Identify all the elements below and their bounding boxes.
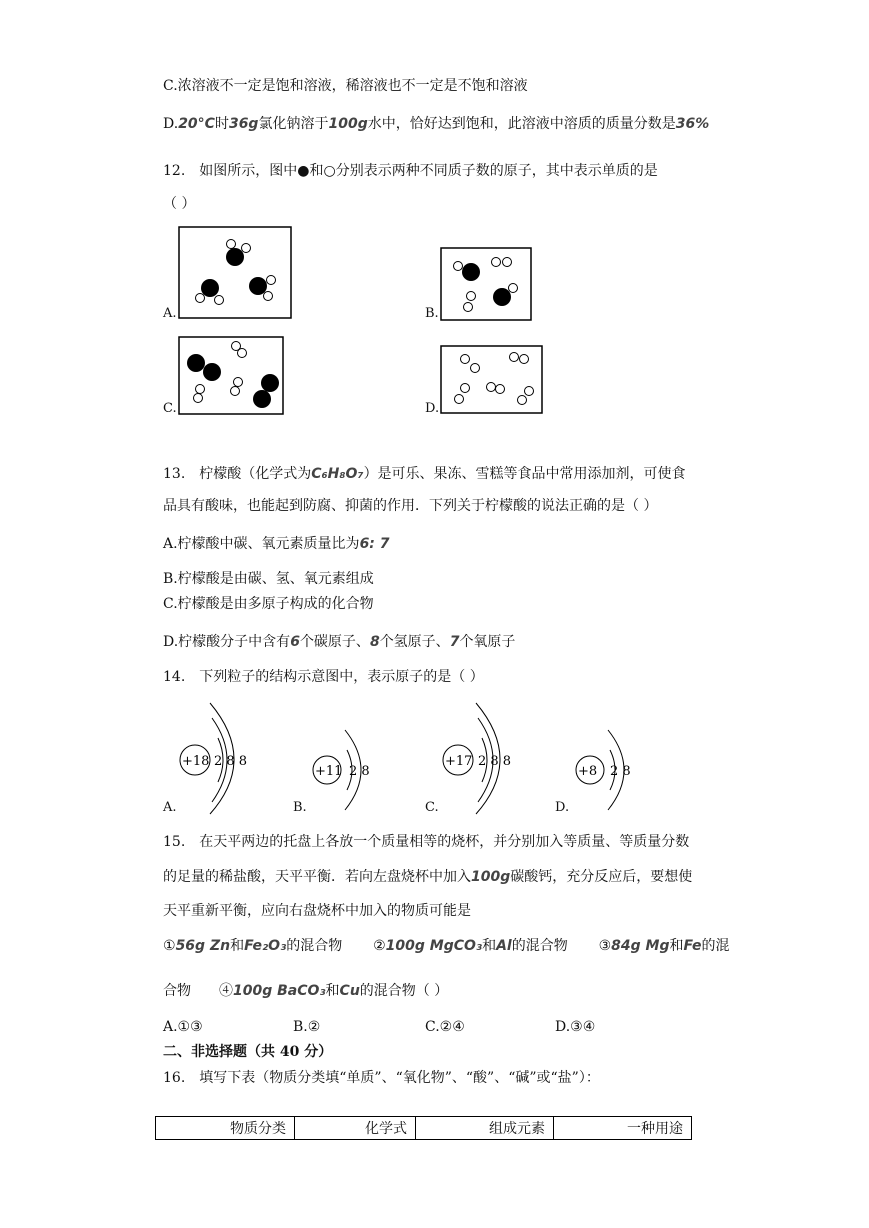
q14-label-c: C. — [425, 800, 439, 815]
q15-line-3: 天平重新平衡，应向右盘烧杯中加入的物质可能是 — [163, 903, 471, 919]
table-header-formula: 化学式 — [295, 1117, 416, 1140]
q13-option-a: A.柠檬酸中碳、氧元素质量比为6: 7 — [163, 536, 390, 552]
q14-atom-d-shells: 2 8 — [610, 764, 631, 779]
q15-line-1: 15. 在天平两边的托盘上各放一个质量相等的烧杯，并分别加入等质量、等质量分数 — [163, 834, 690, 850]
q14-atom-d — [570, 720, 650, 816]
q14-atom-a-nucleus: +18 — [182, 754, 210, 769]
q14-atom-b-nucleus: +11 — [315, 764, 343, 779]
q12-label-c: C. — [163, 401, 177, 416]
q13-option-d: D.柠檬酸分子中含有6个碳原子、8个氢原子、7个氧原子 — [163, 634, 516, 650]
q12-label-a: A. — [163, 306, 177, 321]
q11-option-c: C.浓溶液不一定是饱和溶液，稀溶液也不一定是不饱和溶液 — [163, 78, 528, 94]
q14-atom-c — [438, 698, 548, 816]
q13-stem-1: 13. 柠檬酸（化学式为C₆H₈O₇）是可乐、果冻、雪糕等食品中常用添加剂，可使食 — [163, 466, 686, 482]
q15-options-line: ①56g Zn和Fe₂O₃的混合物 ②100g MgCO₃和Al的混合物 ③84g Mg和Fe的混 — [163, 938, 730, 954]
q12-figure-b — [440, 247, 533, 322]
q16-stem: 16. 填写下表（物质分类填“单质”、“氧化物”、“酸”、“碱”或“盐”）： — [163, 1070, 600, 1086]
q14-atom-a-shells: 2 8 8 — [214, 754, 248, 769]
q15-choice-c: C.②④ — [425, 1019, 465, 1035]
q14-atom-a — [170, 698, 280, 816]
q14-atom-b-shells: 2 8 — [349, 764, 370, 779]
q13-option-c: C.柠檬酸是由多原子构成的化合物 — [163, 596, 374, 612]
q12-figure-c — [178, 336, 285, 416]
q15-choice-b: B.② — [293, 1019, 321, 1035]
hollow-atom-icon: ○ — [323, 163, 336, 179]
table-header-use: 一种用途 — [554, 1117, 692, 1140]
q12-label-d: D. — [425, 401, 440, 416]
q11-option-d: D.20°C时36g氯化钠溶于100g水中，恰好达到饱和，此溶液中溶质的质量分数是36% — [163, 116, 710, 132]
filled-atom-icon: ● — [297, 163, 310, 179]
q12-stem: 12. 如图所示，图中●和○分别表示两种不同质子数的原子，其中表示单质的是 — [163, 163, 658, 179]
q14-label-d: D. — [555, 800, 570, 815]
q15-line-5: 合物 ④100g BaCO₃和Cu的混合物（ ） — [163, 983, 449, 999]
q14-atom-c-nucleus: +17 — [445, 754, 473, 769]
q12-figure-d — [440, 345, 544, 415]
q14-label-b: B. — [293, 800, 307, 815]
q15-choice-d: D.③④ — [555, 1019, 596, 1035]
q14-label-a: A. — [163, 800, 177, 815]
q13-option-b: B.柠檬酸是由碳、氢、氧元素组成 — [163, 571, 374, 587]
q14-atom-b — [305, 720, 385, 816]
section-2-title: 二、非选择题（共 40 分） — [163, 1044, 333, 1060]
q12-paren: （ ） — [163, 196, 196, 212]
table-row — [156, 1117, 692, 1140]
q14-atom-d-nucleus: +8 — [578, 764, 598, 779]
table-header-category: 物质分类 — [156, 1117, 295, 1140]
table-header-elements: 组成元素 — [416, 1117, 554, 1140]
q16-table — [155, 1116, 692, 1140]
q14-atom-c-shells: 2 8 8 — [478, 754, 512, 769]
q15-line-2: 的足量的稀盐酸，天平平衡．若向左盘烧杯中加入100g碳酸钙，充分反应后，要想使 — [163, 869, 693, 885]
q14-stem: 14. 下列粒子的结构示意图中，表示原子的是（ ） — [163, 669, 484, 685]
q15-choice-a: A.①③ — [163, 1019, 203, 1035]
q13-stem-2: 品具有酸味，也能起到防腐、抑菌的作用．下列关于柠檬酸的说法正确的是（ ） — [163, 498, 658, 514]
q12-label-b: B. — [425, 306, 439, 321]
q12-figure-a — [178, 226, 293, 320]
